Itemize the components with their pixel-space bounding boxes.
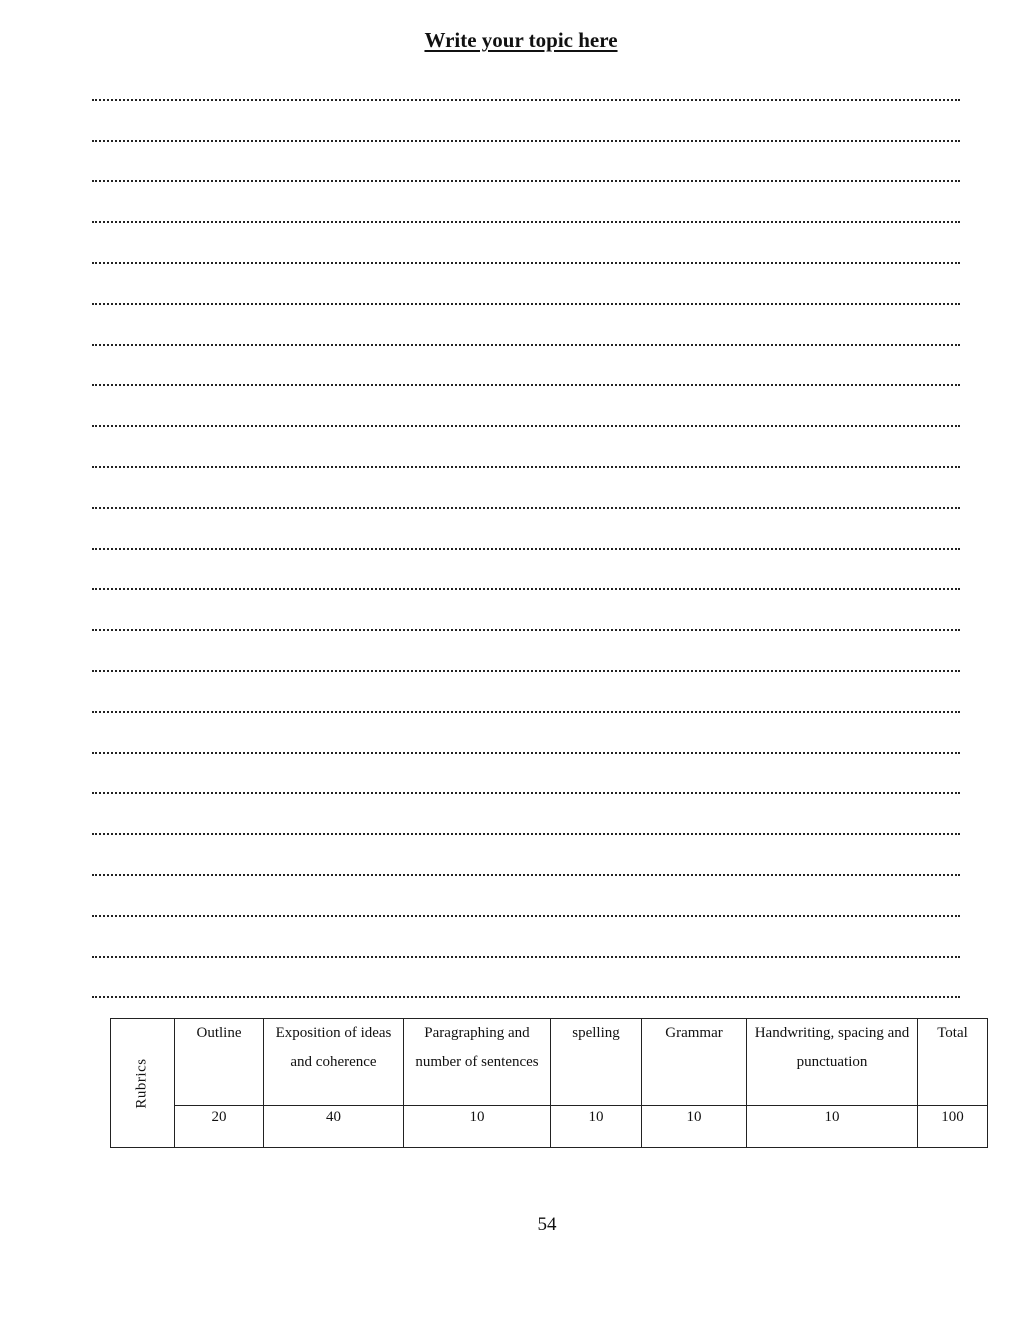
writing-line[interactable] (92, 457, 960, 498)
rubric-header-paragraphing: Paragraphing and number of sentences (404, 1019, 551, 1106)
writing-line[interactable] (92, 620, 960, 661)
writing-line[interactable] (92, 906, 960, 947)
page-number: 54 (537, 1214, 557, 1235)
writing-line[interactable] (92, 702, 960, 743)
rubric-score-row (111, 1106, 988, 1148)
writing-line[interactable] (92, 784, 960, 825)
rubric-header-total: Total (918, 1019, 988, 1106)
writing-line[interactable] (92, 294, 960, 335)
score-grammar: 10 (642, 1106, 747, 1148)
rubric-header-row (111, 1019, 988, 1106)
rubric-header-outline: Outline (175, 1019, 264, 1106)
writing-line[interactable] (92, 865, 960, 906)
writing-line[interactable] (92, 947, 960, 988)
writing-line[interactable] (92, 90, 960, 131)
score-total: 100 (918, 1106, 988, 1148)
rubric-table (110, 1018, 988, 1148)
writing-line[interactable] (92, 498, 960, 539)
writing-line[interactable] (92, 131, 960, 172)
writing-line[interactable] (92, 212, 960, 253)
rubric-header-spelling: spelling (551, 1019, 642, 1106)
rubric-header-grammar: Grammar (642, 1019, 747, 1106)
writing-line[interactable] (92, 335, 960, 376)
score-outline: 20 (175, 1106, 264, 1148)
score-spelling: 10 (551, 1106, 642, 1148)
rubric-header-exposition: Exposition of ideas and coherence (264, 1019, 404, 1106)
rubric-side-label (111, 1019, 175, 1148)
rubric-header-handwriting: Handwriting, spacing and punctuation (747, 1019, 918, 1106)
writing-line[interactable] (92, 539, 960, 580)
writing-line[interactable] (92, 743, 960, 784)
writing-line[interactable] (92, 661, 960, 702)
writing-line[interactable] (92, 172, 960, 213)
page-title: Write your topic here (424, 28, 618, 52)
writing-line[interactable] (92, 416, 960, 457)
writing-line[interactable] (92, 824, 960, 865)
writing-line[interactable] (92, 253, 960, 294)
writing-lines (92, 90, 960, 1028)
writing-line[interactable] (92, 580, 960, 621)
rubric-side-text: Rubrics (133, 1057, 150, 1109)
writing-line[interactable] (92, 376, 960, 417)
score-paragraphing: 10 (404, 1106, 551, 1148)
score-handwriting: 10 (747, 1106, 918, 1148)
score-exposition: 40 (264, 1106, 404, 1148)
